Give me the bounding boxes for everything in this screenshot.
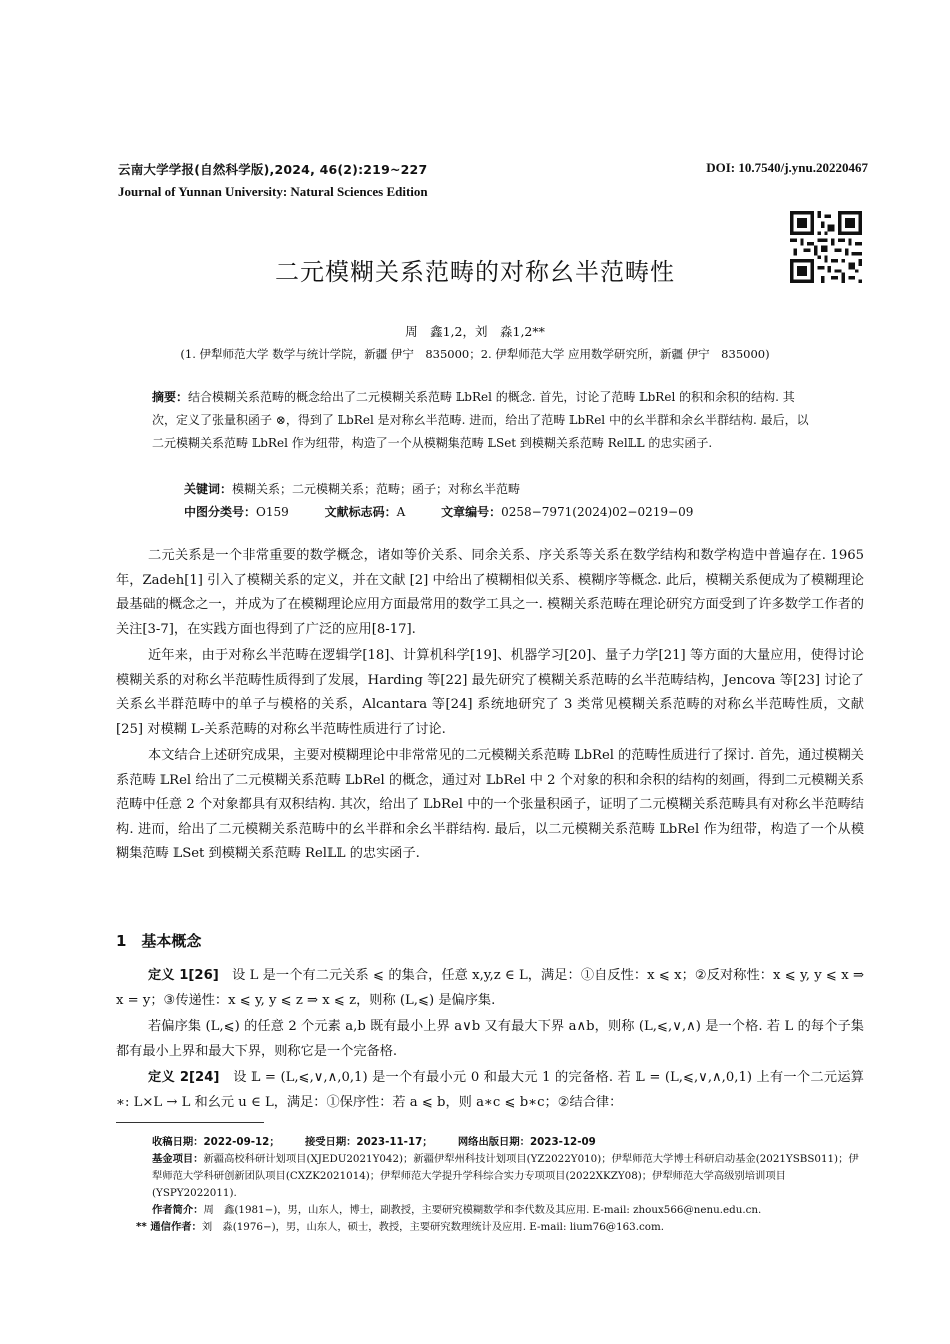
- keywords-text: 模糊关系；二元模糊关系；范畴；函子；对称幺半范畴: [232, 482, 521, 496]
- author-label: 作者简介：: [152, 1204, 204, 1216]
- keywords-label: 关键词：: [184, 482, 233, 496]
- doc-code-value: A: [396, 505, 406, 519]
- definition-1: [116, 964, 864, 1013]
- published-date: 网络出版日期：2023-12-09: [457, 1136, 596, 1148]
- definition-1-text: 设 L 是一个有二元关系 ⩽ 的集合，任意 x,y,z ∈ L，满足：①自反性：x ⩽ x；②反对称性：x ⩽ y, y ⩽ x ⇒ x = y；③传递性：x ⩽ y, y ⩽ z ⇒ x ⩽ z，则称 (L,⩽) 是偏序集.: [116, 968, 865, 1008]
- fund-label: 基金项目：: [152, 1153, 204, 1165]
- abstract-text: 结合模糊关系范畴的概念给出了二元模糊关系范畴 𝕃bRel 的概念. 首先，讨论了范畴 𝕃bRel 的积和余积的结构. 其次，定义了张量积函子 ⊗，得到了 𝕃bRel 是对称幺半范畴. 进而，给出了范畴 𝕃bRel 中的幺半群和余幺半群结构. 最后，以二元模糊关系范畴 𝕃bRel 作为纽带，构造了一个从模糊集范畴 𝕃Set 到模糊关系范畴 Rel𝕃𝕃 的忠实函子.: [152, 390, 809, 450]
- clc-label: 中图分类号：: [184, 505, 257, 519]
- definition-1-label: 定义 1[26]: [148, 968, 219, 983]
- section-heading: 1 基本概念: [116, 932, 202, 950]
- definition-2-text: 设 𝕃 = (L,⩽,∨,∧,0,1) 是一个有最小元 0 和最大元 1 的完备格. 若 𝕃 = (L,⩽,∨,∧,0,1) 上有一个二元运算 ∗: L×L → L 和幺元 u ∈ L，满足：①保序性：若 a ⩽ b，则 a∗c ⩽ b∗c；②结合律：: [116, 1070, 864, 1110]
- accepted-date: 接受日期：2023-11-17；: [304, 1136, 433, 1148]
- intro-paragraph: 本文结合上述研究成果，主要对模糊理论中非常常见的二元模糊关系范畴 𝕃bRel 的范畴性质进行了探讨. 首先，通过模糊关系范畴 𝕃Rel 给出了二元模糊关系范畴 𝕃bRel 的概念，通过对 𝕃bRel 中 2 个对象的积和余积的结构的刻画，得到二元模糊关系范畴中任意 2 个对象都具有双积结构. 其次，给出了 𝕃bRel 中的一个张量积函子，证明了二元模糊关系范畴具有对称幺半范畴结构. 进而，给出了二元模糊关系范畴中的幺半群和余幺半群结构. 最后，以二元模糊关系范畴 𝕃bRel 作为纽带，构造了一个从模糊集范畴 𝕃Set 到模糊关系范畴 Rel𝕃𝕃 的忠实函子.: [116, 748, 864, 861]
- paper-title: 二元模糊关系范畴的对称幺半范畴性: [275, 258, 675, 286]
- fund-text: 新疆高校科研计划项目(XJEDU2021Y042)；新疆伊犁州科技计划项目(YZ2022Y010)；伊犁师范大学博士科研启动基金(2021YSBS011)；伊犁师范大学科研创新团队项目(CXZK2021014)；伊犁师范大学提升学科综合实力专项项目(2022XKZY08)；伊犁师范大学高级别培训项目(YSPY2022011).: [152, 1153, 859, 1199]
- article-number-value: 0258−7971(2024)02−0219−09: [501, 505, 694, 519]
- footnote-divider: [116, 1122, 264, 1123]
- keywords: [184, 480, 520, 497]
- footnotes: [116, 1134, 868, 1236]
- definition-2: [116, 1066, 864, 1115]
- abstract: [152, 386, 812, 455]
- affiliation: (1. 伊犁师范大学 数学与统计学院，新疆 伊宁 835000；2. 伊犁师范大学 应用数学研究所，新疆 伊宁 835000): [180, 347, 770, 361]
- article-number-label: 文章编号：: [441, 505, 502, 519]
- lattice-paragraph: 若偏序集 (L,⩽) 的任意 2 个元素 a,b 既有最小上界 a∨b 又有最大下界 a∧b，则称 (L,⩽,∨,∧) 是一个格. 若 L 的每个子集都有最小上界和最大下界，则称它是一个完备格.: [116, 1019, 864, 1059]
- journal-name-cn: 云南大学学报(自然科学版),2024, 46(2):219~227: [118, 162, 428, 177]
- author-text: 周 鑫(1981−)，男，山东人，博士，副教授，主要研究模糊数学和李代数及其应用. E-mail: zhoux566@nenu.edu.cn.: [203, 1204, 762, 1216]
- fund-note: [116, 1151, 868, 1202]
- received-date: 收稿日期：2022-09-12；: [152, 1136, 280, 1148]
- intro-paragraph: 二元关系是一个非常重要的数学概念，诸如等价关系、同余关系、序关系等关系在数学结构和数学构造中普遍存在. 1965 年，Zadeh[1] 引入了模糊关系的定义，并在文献 [2] 中给出了模糊相似关系、模糊序等概念. 此后，模糊关系便成为了模糊理论最基础的概念之一，并成为了在模糊理论应用方面最常用的数学工具之一. 模糊关系范畴在理论研究方面受到了许多数学工作者的关注[3-7]，在实践方面也得到了广泛的应用[8-17].: [116, 548, 864, 637]
- definition-2-label: 定义 2[24]: [148, 1070, 220, 1085]
- author-note: [116, 1202, 868, 1219]
- doi[interactable]: DOI: 10.7540/j.ynu.20220467: [706, 160, 868, 175]
- authors: 周 鑫1,2，刘 淼1,2**: [405, 324, 545, 339]
- journal-name-en: Journal of Yunnan University: Natural Sciences Edition: [118, 184, 428, 199]
- corresponding-label: ** 通信作者：: [136, 1221, 202, 1233]
- clc-value: O159: [256, 505, 289, 519]
- abstract-label: 摘要：: [152, 390, 189, 404]
- introduction: [116, 544, 864, 869]
- corresponding-text: 刘 淼(1976−)，男，山东人，硕士，教授，主要研究数理统计及应用. E-mail: lium76@163.com.: [201, 1221, 665, 1233]
- section-body: [116, 964, 864, 1117]
- doc-code-label: 文献标志码：: [324, 505, 397, 519]
- classification: [184, 503, 725, 520]
- corresponding-note: [116, 1219, 868, 1236]
- intro-paragraph: 近年来，由于对称幺半范畴在逻辑学[18]、计算机科学[19]、机器学习[20]、量子力学[21] 等方面的大量应用，使得讨论模糊关系的对称幺半范畴性质得到了发展，Harding 等[22] 最先研究了模糊关系范畴的幺半范畴结构，Jencova 等[23] 讨论了关系幺半群范畴中的单子与模格的关系，Alcantara 等[24] 系统地研究了 3 类常见模糊关系范畴的对称幺半范畴性质，文献 [25] 对模糊 L-关系范畴的对称幺半范畴性质进行了讨论.: [116, 648, 864, 737]
- dates-line: [116, 1134, 868, 1151]
